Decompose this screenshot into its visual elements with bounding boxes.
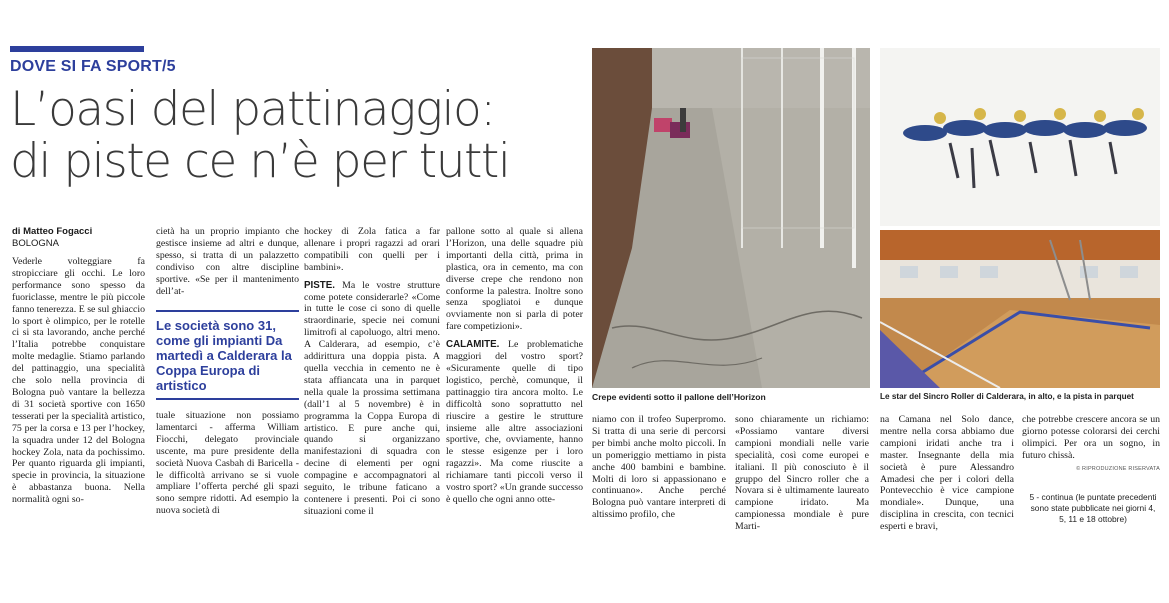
headline-line-2: di piste ce n’è per tutti: [10, 134, 510, 189]
paragraph: Ma le vostre strutture come potete considerarle? «Come in tutte le cose ci sono di quelle straordinarie, specie nei comuni limitrofi al capoluogo, altri meno. A Calderara, ad esempio, c’è addirittura una doppia pista. A quella vecchia in cemento ne è stata affiancata una in parquet nella quale la prossima settimana (dall’1 al 5 novembre) è in programma la Coppa Europa di artistico. E pure anche qui, quando si organizzano manifestazioni di squadra con decine di elementi per ogni compagine e accompagnatori al seguito, le tribune faticano a contenere i presenti. Poi ci sono situazioni come il: [304, 279, 440, 517]
article-column-8: [1022, 414, 1160, 476]
article-column-2-top: [156, 226, 299, 297]
article-column-6: [735, 414, 869, 533]
paragraph: tuale situazione non possiamo lamentarci - afferma William Fiocchi, delegato provinciale uscente, ma pure presidente della società Nuova Casbah di Baricella - le difficoltà arrivano se si vuole ampliare l’offerta perché gli spazi sono sempre ridotti. Ad esempio la nuova società di: [156, 410, 299, 517]
photo-parquet-rink: [880, 230, 1160, 388]
paragraph: hockey di Zola fatica a far allenare i propri ragazzi ad orari compatibili con quelli per i bambini».: [304, 226, 440, 273]
paragraph: cietà ha un proprio impianto che gestisce insieme ad altri e dunque, spesso, si tratta di un palazzetto condiviso con altre discipline sportive. «Se per il mantenimento dell’at-: [156, 226, 299, 297]
paragraph: Le problematiche maggiori del vostro sport? «Sicuramente quelle di tipo logistico, perchè, comunque, il pattinaggio tira ancora molto. Le difficoltà sono soprattutto nel riuscire a gestire le strutture insieme alle altre associazioni sportive, che, ovviamente, hanno le stesse esigenze per i loro ragazzi». Ma come riuscite a richiamare tanti piccoli verso il vostro sport? «Un grande successo è quello che ogni anno otte-: [446, 339, 583, 505]
photo-caption-right: Le star del Sincro Roller di Calderara, in alto, e la pista in parquet: [880, 392, 1134, 401]
author: di Matteo Fogacci: [12, 226, 93, 237]
paragraph: Vederle volteggiare fa stropicciare gli occhi. Le loro performance sono spesso da fuoriclasse, mentre le più piccole fanno tenerezza. E se sul ghiaccio lo sport è olimpico, per le rotelle ci si sta lavorando, anche perché l’Italia potrebbe conquistare molte medaglie. Stiamo parlando del pattinaggio, una specialità che solo nella provincia di Bologna può vantare la bellezza di 31 società sportive con 1650 tesserati per la specialità artistico, 75 per la corsa e 13 per l’hockey, la squadra under 12 del Bologna hockey Zola, nata da pochissimo. Per quanto riguarda gli impianti, specie in provincia, la situazione è abbastanza buona. Nella normalità ogni so-: [12, 256, 145, 506]
article-column-4: [446, 226, 583, 506]
paragraph: pallone sotto al quale si allena l’Horizon, una delle squadre più importanti della città, prima in plastica, ora in cemento, ma con diverse crepe che rendono non conforme la palestra. Inoltre sono senza spogliatoi e dunque ovviamente non si parla di poter fare competizioni».: [446, 226, 583, 333]
article-column-7: [880, 414, 1014, 533]
headline-line-1: L’oasi del pattinaggio:: [10, 82, 495, 137]
subhead-piste: PISTE.: [304, 279, 336, 291]
article-column-3: [304, 226, 440, 518]
paragraph: sono chiaramente un richiamo: «Possiamo vantare diversi campioni mondiali nelle varie specialità, così come europei e italiani. Il più conosciuto è il gruppo del Sincro roller che a Novara si è ultimamente laureato campione iridato. Ma campionessa mondiale è pure Marti-: [735, 414, 869, 533]
byline: [12, 226, 92, 250]
photo-sincro-roller: [880, 48, 1160, 226]
pull-quote: Le società sono 31, come gli impianti Da martedì a Calderara la Coppa Europa di artistico: [156, 318, 292, 393]
section-kicker: DOVE SI FA SPORT/5: [10, 58, 176, 75]
series-note: 5 - continua (le puntate precedenti sono state pubblicate nei giorni 4, 5, 11 e 18 ottobre): [1029, 492, 1157, 524]
rink-floor-image: [592, 48, 870, 388]
dateline: BOLOGNA: [12, 238, 59, 249]
paragraph: che potrebbe crescere ancora se un giorno potesse colorarsi dei cerchi olimpici. Per ora un sogno, in futuro chissà.: [1022, 414, 1160, 461]
headline: [10, 84, 509, 188]
photo-horizon-rink: [592, 48, 870, 388]
paragraph: na Camana nel Solo dance, mentre nella corsa abbiamo due campioni iridati anche tra i master. Insegnante della mia società è pure Alessandro Amadesi che per i colori della Pontevecchio è vice campione mondiale». Dunque, una disciplina in crescita, con tecnici esperti e bravi,: [880, 414, 1014, 533]
skaters-image: [880, 48, 1160, 226]
paragraph: niamo con il trofeo Superpromo. Si tratta di una serie di percorsi per bimbi anche molto piccoli. In un pomeriggio mettiamo in pista anche 400 bambini e bambine. Molti di loro si appassionano e continuano». Anche perché Bologna può vantare interpreti di altissimo profilo, che: [592, 414, 726, 521]
article-column-5: [592, 414, 726, 521]
kicker-bar: [10, 46, 144, 52]
callout-rule-bottom: [156, 398, 299, 400]
callout-rule-top: [156, 310, 299, 312]
article-column-1: [12, 256, 145, 506]
parquet-rink-image: [880, 230, 1160, 388]
article-column-2-bottom: [156, 410, 299, 517]
copyright-notice: © RIPRODUZIONE RISERVATA: [1076, 465, 1160, 472]
photo-caption-left: Crepe evidenti sotto il pallone dell’Horizon: [592, 392, 766, 402]
subhead-calamite: CALAMITE.: [446, 339, 500, 351]
